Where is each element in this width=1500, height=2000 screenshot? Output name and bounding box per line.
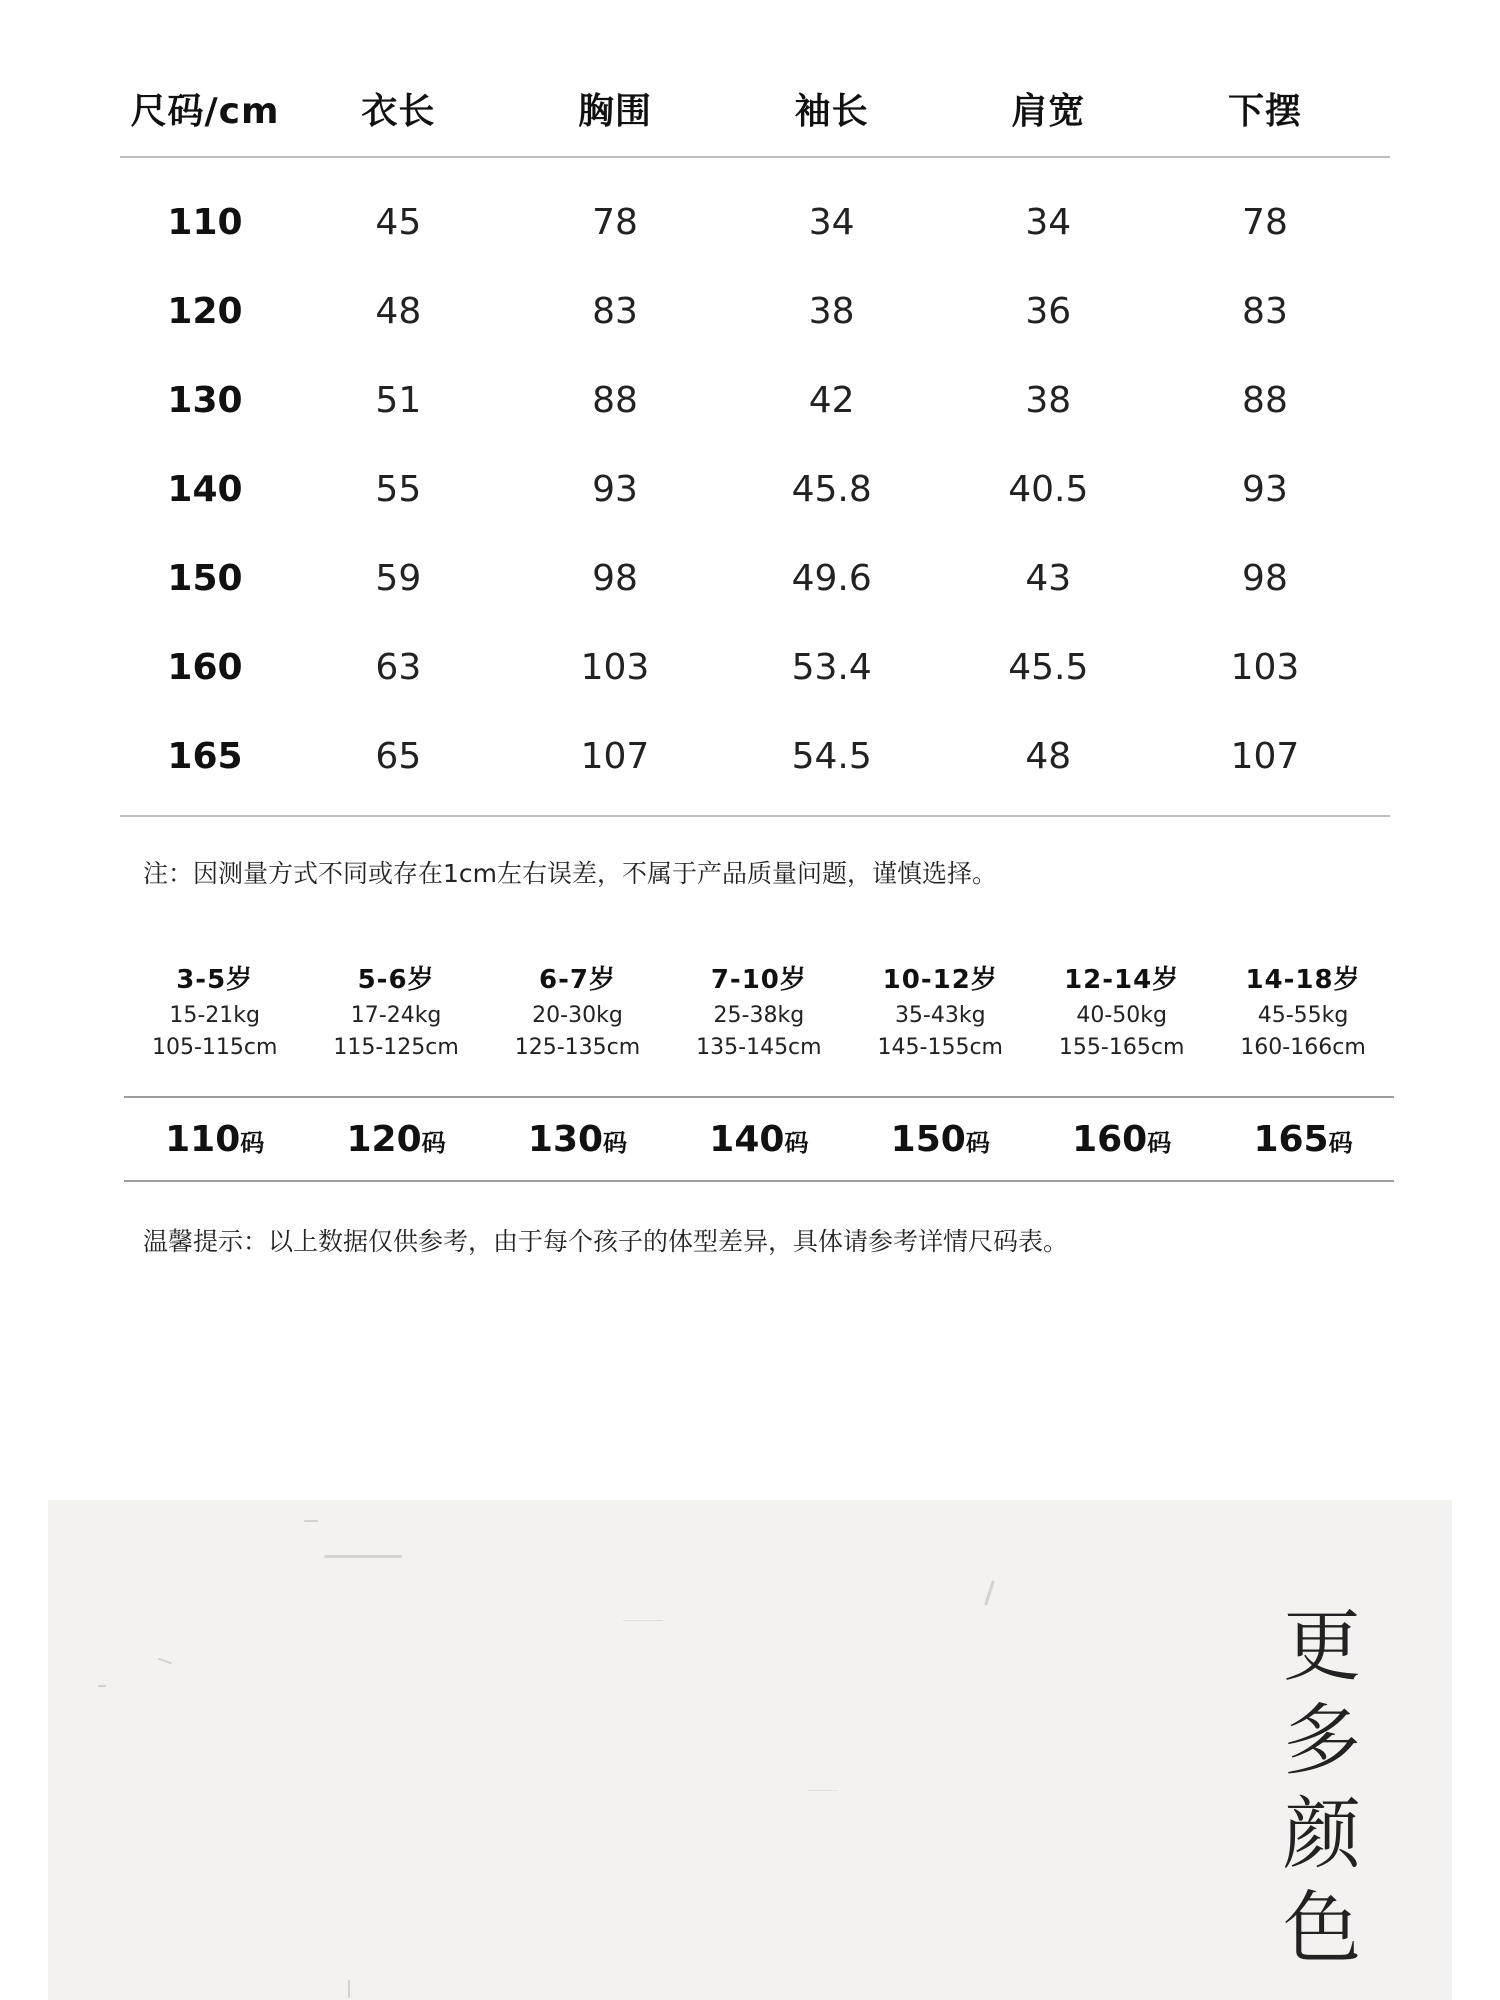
paper-fleck	[623, 1620, 663, 1621]
paper-fleck	[98, 1685, 106, 1687]
size-table-body	[120, 158, 1390, 817]
table-row	[120, 267, 1390, 356]
age-label: 14-18岁	[1245, 965, 1361, 995]
weight-range: 35-43kg	[894, 1003, 986, 1028]
shoulder-cell: 45.5	[1008, 647, 1089, 688]
size-code-unit: 码	[784, 1128, 809, 1157]
chest-cell: 93	[592, 469, 638, 510]
height-range: 125-135cm	[514, 1035, 641, 1060]
weight-range: 15-21kg	[169, 1003, 261, 1028]
size-code-number: 120	[346, 1118, 422, 1160]
reference-tip: 温馨提示：以上数据仅供参考，由于每个孩子的体型差异，具体请参考详情尺码表。	[143, 1227, 1069, 1256]
size-code-unit: 码	[1328, 1128, 1353, 1157]
hem-cell: 78	[1242, 202, 1288, 243]
paper-fleck	[348, 1980, 350, 1998]
chest-cell: 107	[580, 736, 650, 777]
size-code	[305, 1119, 486, 1160]
age-label: 6-7岁	[538, 965, 616, 995]
height-range: 105-115cm	[151, 1035, 278, 1060]
size-code-unit: 码	[1147, 1128, 1172, 1157]
hem-cell: 98	[1242, 558, 1288, 599]
weight-range: 20-30kg	[532, 1003, 623, 1028]
header-shoulder: 肩宽	[1011, 90, 1086, 132]
paper-fleck	[304, 1520, 318, 1522]
more-colors-banner	[48, 1500, 1452, 2000]
size-cell: 120	[167, 291, 243, 332]
size-cell: 150	[167, 558, 243, 599]
weight-range: 17-24kg	[350, 1003, 442, 1028]
age-label: 7-10岁	[710, 965, 807, 995]
length-cell: 48	[375, 291, 422, 332]
length-cell: 51	[375, 380, 422, 421]
shoulder-cell: 34	[1025, 202, 1072, 243]
age-column	[668, 960, 849, 1096]
age-label: 10-12岁	[882, 965, 998, 995]
chest-cell: 78	[592, 202, 638, 243]
size-code-number: 130	[527, 1118, 604, 1160]
height-range: 160-166cm	[1240, 1035, 1366, 1060]
hem-cell: 103	[1230, 647, 1300, 688]
table-row	[120, 534, 1390, 623]
chest-cell: 88	[592, 380, 638, 421]
age-label: 5-6岁	[357, 965, 435, 995]
sleeve-cell: 34	[808, 202, 855, 243]
header-length: 衣长	[361, 90, 436, 132]
more-colors-char: 多	[1282, 1696, 1361, 1786]
age-column	[124, 960, 305, 1096]
length-cell: 65	[375, 736, 422, 777]
weight-range: 25-38kg	[713, 1003, 805, 1028]
more-colors-char: 色	[1282, 1884, 1361, 1974]
height-range: 155-165cm	[1058, 1035, 1185, 1060]
paper-fleck	[808, 1790, 838, 1791]
hem-cell: 88	[1242, 380, 1288, 421]
size-code	[668, 1119, 849, 1160]
table-row	[120, 623, 1390, 712]
size-code	[124, 1119, 305, 1160]
sleeve-cell: 54.5	[791, 736, 872, 777]
height-range: 135-145cm	[696, 1035, 822, 1060]
age-label: 12-14岁	[1064, 965, 1180, 995]
size-code-number: 165	[1253, 1118, 1329, 1160]
weight-range: 40-50kg	[1076, 1003, 1167, 1028]
header-chest: 胸围	[577, 90, 652, 132]
paper-fleck	[984, 1580, 995, 1606]
shoulder-cell: 43	[1025, 558, 1072, 599]
sleeve-cell: 42	[808, 380, 855, 421]
size-code-number: 160	[1072, 1118, 1148, 1160]
table-row	[120, 445, 1390, 534]
age-column	[1212, 960, 1393, 1096]
age-column	[305, 960, 486, 1096]
size-cell: 110	[167, 202, 243, 243]
shoulder-cell: 48	[1025, 736, 1072, 777]
measurement-note: 注：因测量方式不同或存在1cm左右误差，不属于产品质量问题，谨慎选择。	[143, 859, 998, 888]
sleeve-cell: 38	[808, 291, 855, 332]
shoulder-cell: 36	[1025, 291, 1072, 332]
size-cell: 130	[167, 380, 243, 421]
chest-cell: 103	[580, 647, 650, 688]
size-code-number: 150	[890, 1118, 966, 1160]
size-code	[1031, 1119, 1212, 1160]
size-code	[850, 1119, 1031, 1160]
age-column	[1031, 960, 1212, 1096]
size-cell: 165	[167, 736, 243, 777]
size-code-unit: 码	[603, 1128, 628, 1157]
header-size: 尺码/cm	[130, 90, 280, 132]
more-colors-char: 颜	[1282, 1790, 1361, 1880]
sleeve-cell: 45.8	[791, 469, 872, 510]
size-code	[1212, 1119, 1393, 1160]
age-column	[487, 960, 668, 1096]
size-cell: 160	[167, 647, 243, 688]
height-range: 145-155cm	[877, 1035, 1003, 1060]
chest-cell: 98	[592, 558, 638, 599]
size-code-number: 110	[165, 1118, 241, 1160]
age-label: 3-5岁	[176, 965, 254, 995]
height-range: 115-125cm	[333, 1035, 459, 1060]
header-sleeve: 袖长	[794, 90, 869, 132]
size-cell: 140	[167, 469, 243, 510]
weight-range: 45-55kg	[1257, 1003, 1349, 1028]
size-code-unit: 码	[965, 1128, 990, 1157]
size-code-number: 140	[709, 1118, 785, 1160]
sleeve-cell: 53.4	[791, 647, 872, 688]
size-code-row	[124, 1098, 1394, 1182]
more-colors-char: 更	[1282, 1602, 1361, 1692]
shoulder-cell: 38	[1025, 380, 1072, 421]
size-code-unit: 码	[240, 1128, 265, 1157]
shoulder-cell: 40.5	[1008, 469, 1089, 510]
size-table-header	[120, 60, 1390, 158]
header-hem: 下摆	[1227, 90, 1302, 132]
table-row	[120, 178, 1390, 267]
hem-cell: 93	[1242, 469, 1288, 510]
sleeve-cell: 49.6	[791, 558, 872, 599]
length-cell: 45	[375, 202, 422, 243]
age-column	[850, 960, 1031, 1096]
table-row	[120, 712, 1390, 801]
size-table	[120, 60, 1390, 817]
hem-cell: 83	[1242, 291, 1288, 332]
age-size-guide	[124, 960, 1394, 1182]
age-guide-columns	[124, 960, 1394, 1098]
length-cell: 63	[375, 647, 422, 688]
table-row	[120, 356, 1390, 445]
paper-fleck	[324, 1555, 402, 1558]
size-code	[487, 1119, 668, 1160]
paper-fleck	[158, 1658, 172, 1665]
chest-cell: 83	[592, 291, 638, 332]
hem-cell: 107	[1230, 736, 1300, 777]
size-code-unit: 码	[421, 1128, 446, 1157]
length-cell: 55	[375, 469, 422, 510]
length-cell: 59	[375, 558, 422, 599]
more-colors-title	[1282, 1600, 1362, 1976]
